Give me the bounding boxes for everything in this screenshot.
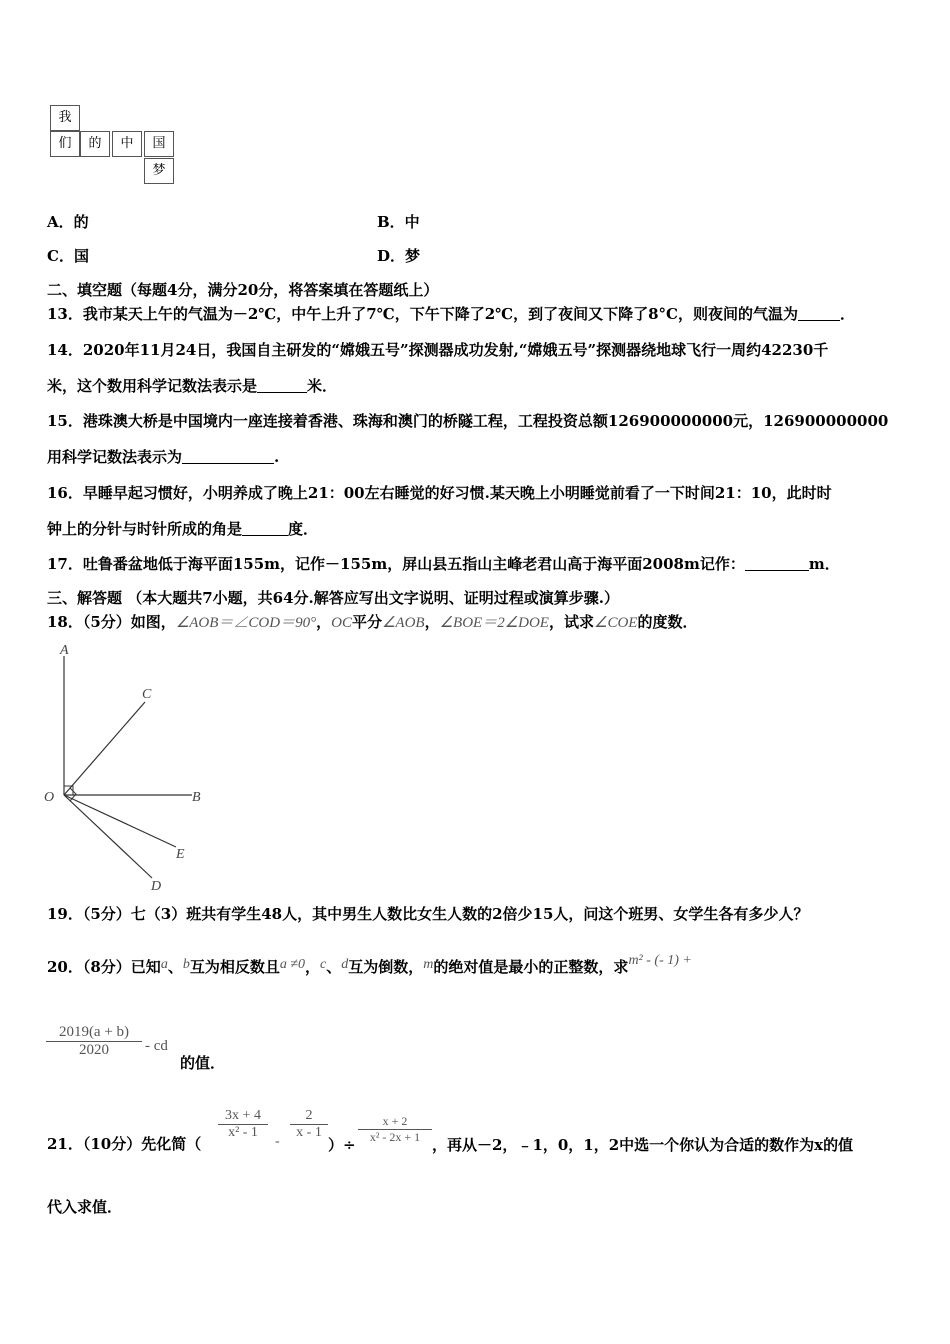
question-16-line-1: 16．早睡早起习惯好，小明养成了晚上21：00左右睡觉的好习惯.某天晚上小明睡觉前看了一下时间21：10，此时时 — [47, 484, 832, 502]
net-cell-5: 国 — [144, 131, 174, 157]
label-c: C — [142, 687, 152, 702]
net-cell-1: 我 — [50, 105, 80, 131]
question-15-line-1: 15．港珠澳大桥是中国境内一座连接着香港、珠海和澳门的桥隧工程，工程投资总额126900000000元，126900000000 — [47, 412, 889, 430]
question-14-line-2: 米，这个数用科学记数法表示是 米． — [47, 377, 338, 395]
section-2-header: 二、填空题（每题4分，满分20分，将答案填在答题纸上） — [47, 281, 439, 299]
section-3-header: 三、解答题 （本大题共7小题，共64分.解答应写出文字说明、证明过程或演算步骤.） — [47, 589, 619, 607]
q21-fraction-2: 2 x - 1 — [290, 1108, 328, 1141]
question-14-line-1: 14．2020年11月24日，我国自主研发的“嫦娥五号”探测器成功发射,“嫦娥五号”探测器绕地球飞行一周约42230千 — [47, 341, 829, 359]
question-15-line-2: 用科学记数法表示为 . — [47, 448, 280, 466]
option-a: A．的 — [47, 213, 89, 231]
ray-oc — [64, 702, 145, 795]
option-b: B．中 — [377, 213, 420, 231]
q21-fraction-3: x + 2 x² - 2x + 1 — [358, 1114, 432, 1145]
question-18: 18．（5分）如图，∠AOB＝∠COD＝90°，OC平分∠AOB，∠BOE＝2∠DOE，试求∠COE的度数． — [47, 613, 698, 631]
label-b: B — [192, 790, 201, 805]
question-20-line-1: 20．（8分）已知a、b互为相反数且a ≠0，c、d互为倒数，m的绝对值是最小的正整数，求m² - (- 1) + — [47, 953, 692, 976]
label-a: A — [60, 643, 69, 658]
question-16-line-2: 钟上的分针与时针所成的角是 度． — [47, 520, 319, 538]
ray-od — [64, 795, 152, 878]
q21-close-paren: ）÷ — [328, 1136, 356, 1154]
label-o: O — [44, 790, 55, 805]
question-21-line-2: 代入求值． — [47, 1198, 123, 1216]
question-19: 19．（5分）七（3）班共有学生48人，其中男生人数比女生人数的2倍少15人，问这个班男、女学生各有多少人？ — [47, 905, 809, 923]
label-e: E — [176, 847, 185, 862]
option-c: C．国 — [47, 247, 89, 265]
net-cell-4: 中 — [112, 131, 142, 157]
net-cell-3: 的 — [80, 131, 110, 157]
q20-expr-cd: - cd — [145, 1038, 168, 1054]
angle-figure — [40, 640, 220, 895]
q21-minus: - — [275, 1134, 280, 1149]
net-cell-2: 们 — [50, 131, 80, 157]
ray-oe — [64, 795, 176, 847]
question-21-prefix: 21．（10分）先化简（ — [47, 1135, 202, 1153]
q20-end: 的值． — [180, 1054, 226, 1072]
option-d: D．梦 — [377, 247, 421, 265]
question-13: 13．我市某天上午的气温为－2℃，中午上升了7℃，下午下降了2℃，到了夜间又下降了8°C，则夜间的气温为 ． — [47, 305, 856, 323]
label-d: D — [151, 879, 162, 894]
question-17: 17．吐鲁番盆地低于海平面155m，记作－155m，屏山县五指山主峰老君山高于海平面2008m记作： m． — [47, 555, 840, 573]
q20-fraction: 2019(a + b) 2020 — [46, 1024, 142, 1059]
net-cell-6: 梦 — [144, 158, 174, 184]
q21-fraction-1: 3x + 4 x² - 1 — [218, 1108, 268, 1141]
question-21-rest: ，再从－2，﹣1，0，1，2中选一个你认为合适的数作为x的值 — [432, 1136, 854, 1154]
